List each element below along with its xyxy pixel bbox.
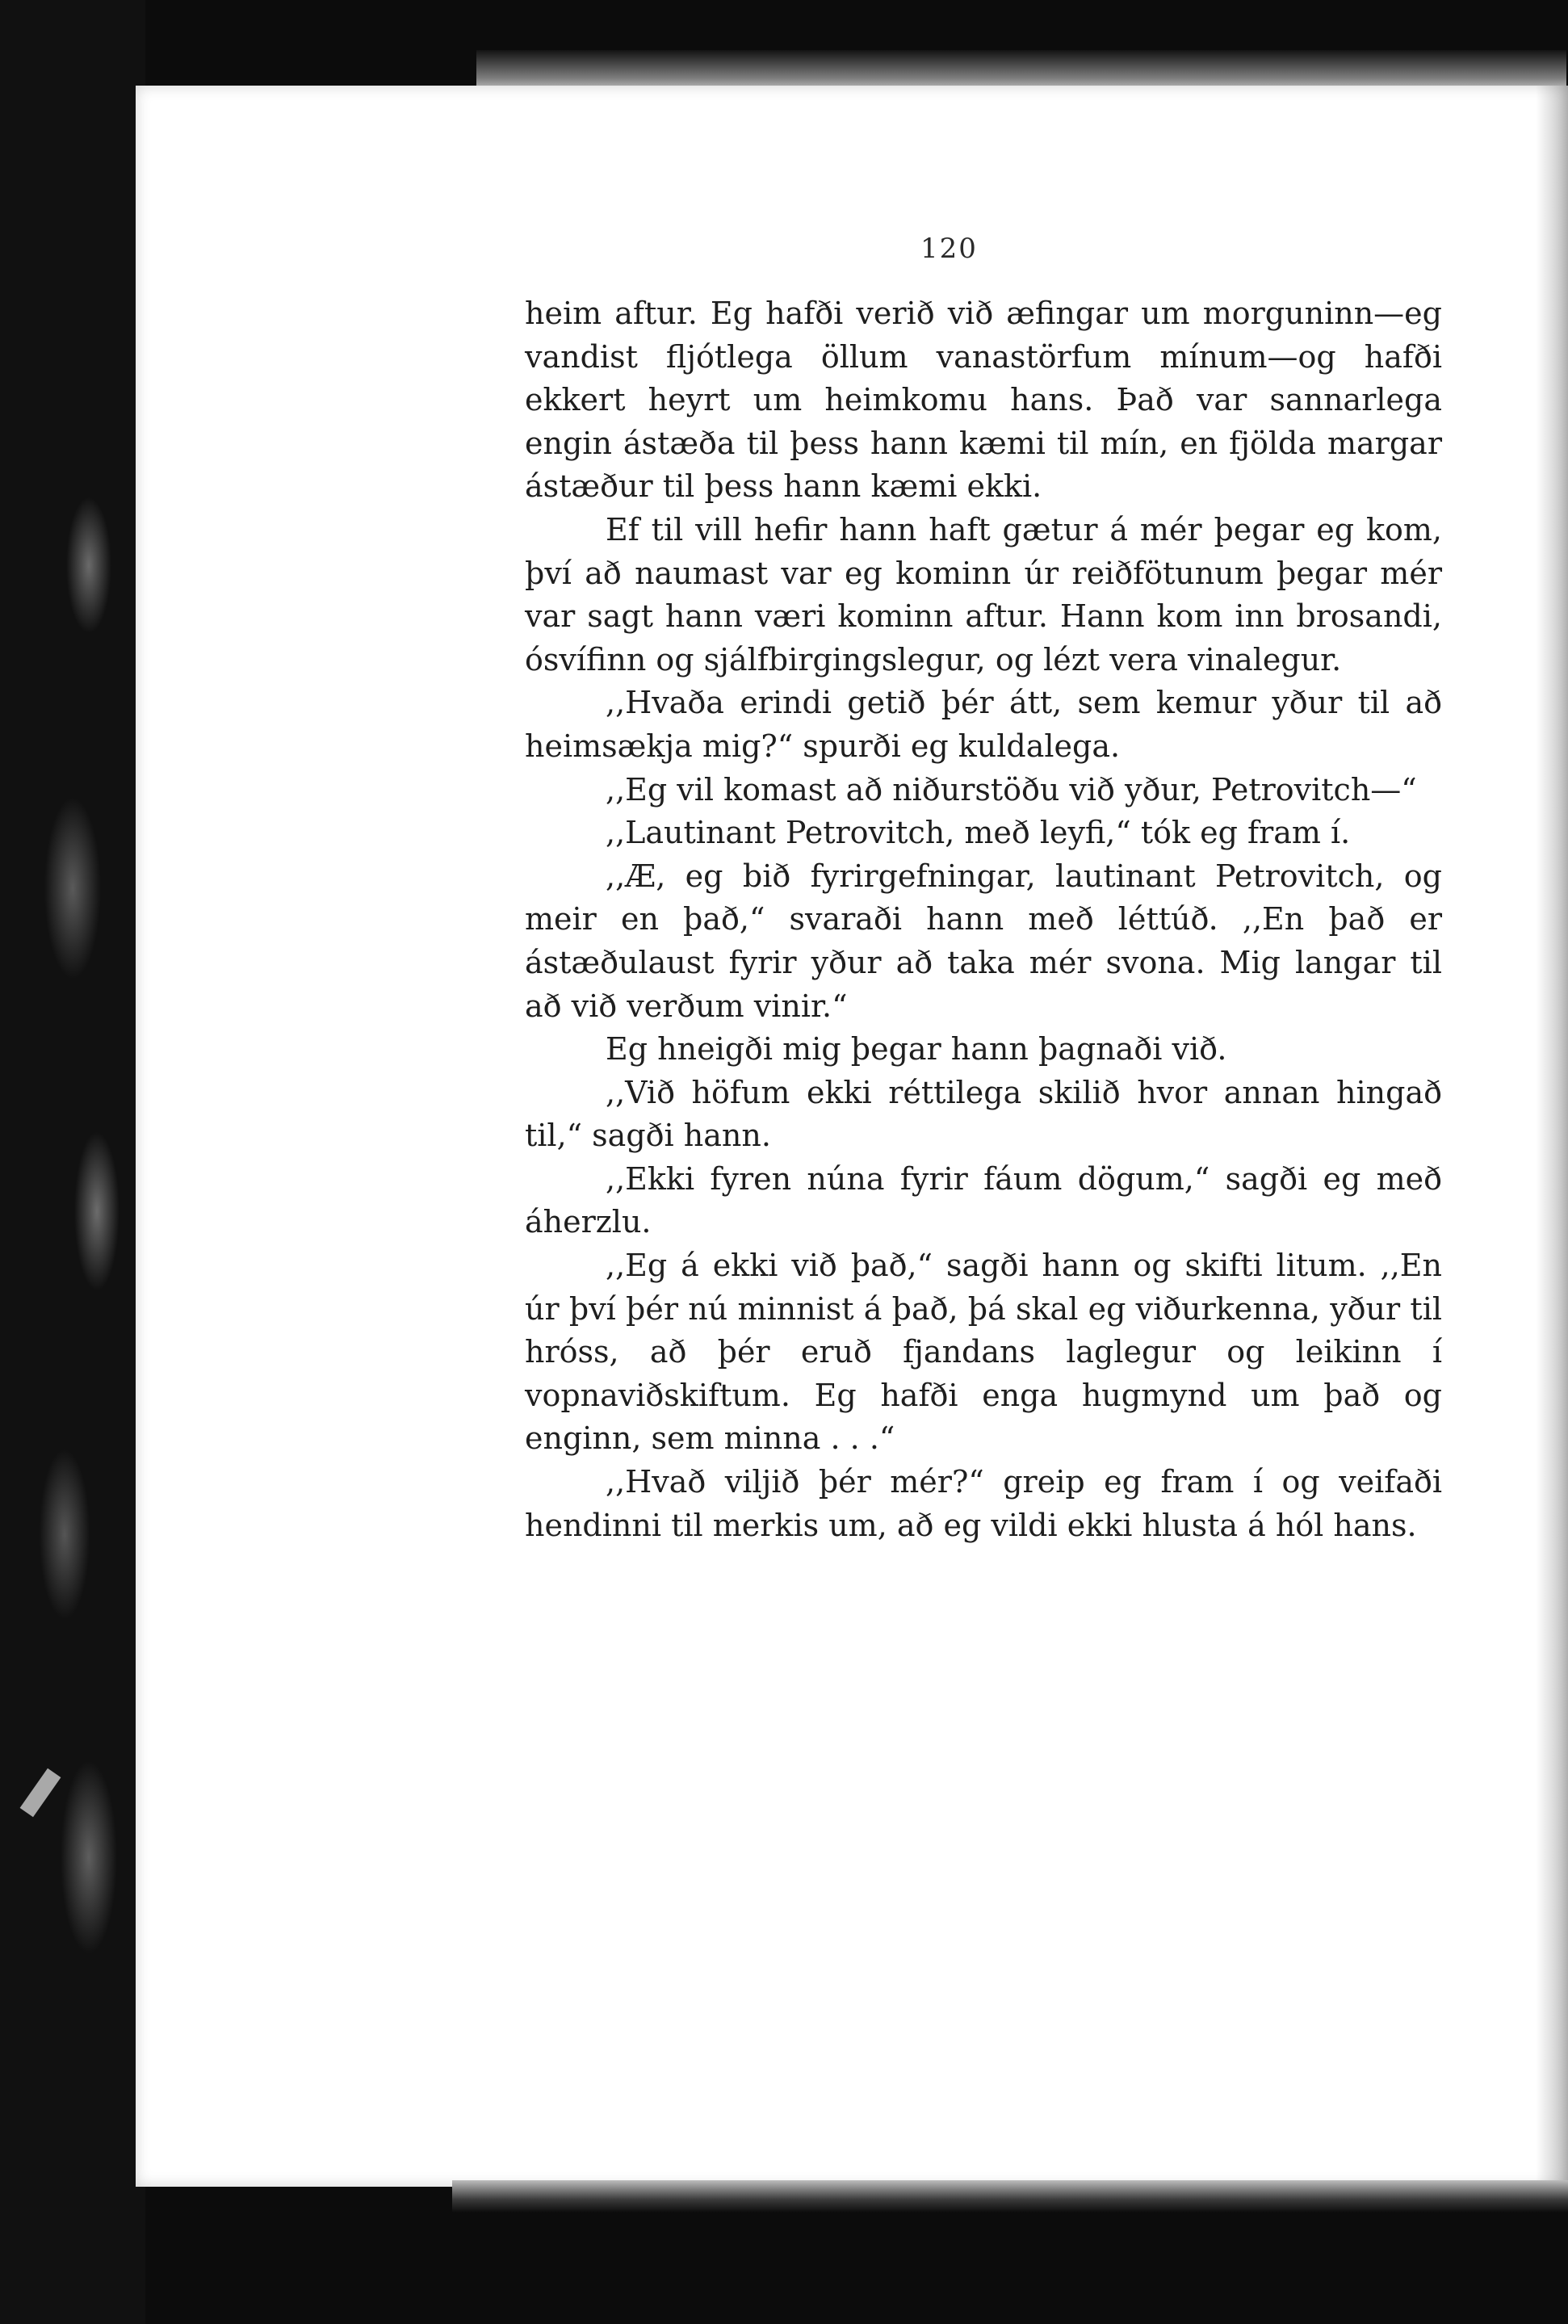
- paragraph: Eg hneigði mig þegar hann þagnaði við.: [606, 1031, 1227, 1068]
- page-bottom-edge: [452, 2180, 1568, 2213]
- page-top-edge: [476, 50, 1566, 90]
- paragraph: ,,Æ, eg bið fyrirgefningar, lautinant Petrovitch, og meir en það,“ svaraði hann með léttúð. ,,En það er ástæðulaust fyrir yður að taka mér svona. Mig langar til að við verðum vinir.“: [525, 858, 1442, 1024]
- page-text: [525, 292, 1442, 1547]
- paragraph: ,,Hvaða erindi getið þér átt, sem kemur yður til að heimsækja mig?“ spurði eg kuldalega.: [525, 685, 1442, 764]
- page-number: 120: [920, 233, 978, 265]
- scan-background-left: [0, 0, 145, 2324]
- paragraph: ,,Eg á ekki við það,“ sagði hann og skifti litum. ,,En úr því þér nú minnist á það, þá skal eg viðurkenna, yður til hróss, að þér eruð fjandans laglegur og leikinn í vopnaviðskiftum. Eg hafði enga hugmynd um það og enginn, sem minna . . .“: [525, 1248, 1442, 1457]
- paragraph: ,,Eg vil komast að niðurstöðu við yður, Petrovitch—“: [606, 771, 1417, 808]
- paragraph: heim aftur. Eg hafði verið við æfingar um morguninn—eg vandist fljótlega öllum vanastörfum mínum—og hafði ekkert heyrt um heimkomu hans. Það var sannarlega engin ástæða til þess hann kæmi til mín, en fjölda margar ástæður til þess hann kæmi ekki.: [525, 296, 1442, 505]
- paragraph: ,,Við höfum ekki réttilega skilið hvor annan hingað til,“ sagði hann.: [525, 1074, 1442, 1154]
- paragraph: Ef til vill hefir hann haft gætur á mér þegar eg kom, því að naumast var eg kominn úr reiðfötunum þegar mér var sagt hann væri kominn aftur. Hann kom inn brosandi, ósvífinn og sjálfbirgingslegur, og lézt vera vinalegur.: [525, 511, 1442, 677]
- page-shadow: [1536, 86, 1568, 2187]
- paragraph: ,,Ekki fyren núna fyrir fáum dögum,“ sagði eg með áherzlu.: [525, 1160, 1442, 1240]
- paragraph: ,,Hvað viljið þér mér?“ greip eg fram í og veifaði hendinni til merkis um, að eg vildi ekki hlusta á hól hans.: [525, 1464, 1442, 1543]
- paragraph: ,,Lautinant Petrovitch, með leyfi,“ tók eg fram í.: [606, 815, 1351, 851]
